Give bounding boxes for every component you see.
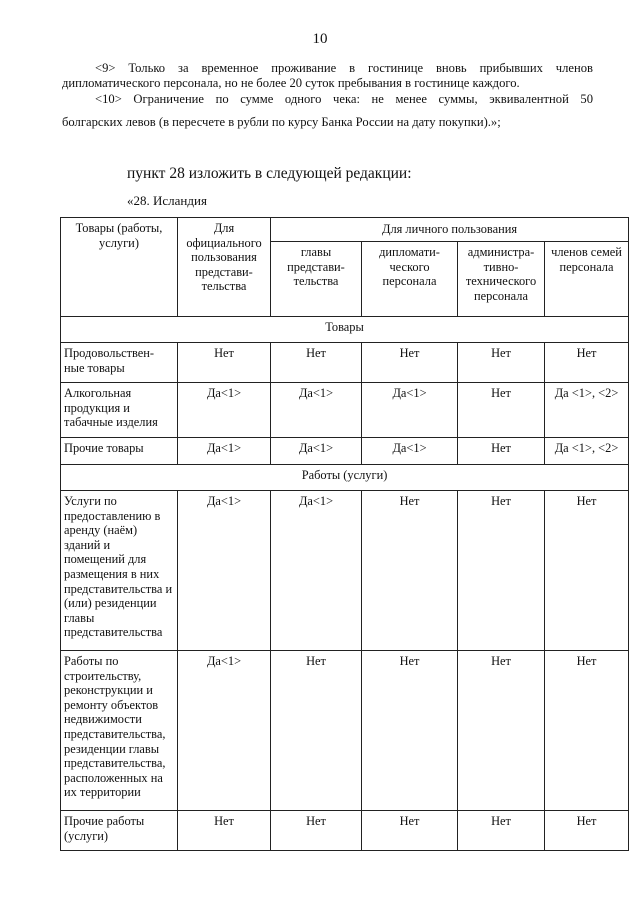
cell-head: Да<1>	[271, 438, 362, 465]
row-name: Продовольствен-ные товары	[61, 343, 178, 383]
cell-admin: Нет	[458, 383, 545, 438]
cell-official: Да<1>	[178, 383, 271, 438]
table-row	[61, 438, 629, 465]
cell-admin: Нет	[458, 811, 545, 851]
cell-diplomatic: Нет	[362, 811, 458, 851]
cell-diplomatic: Да<1>	[362, 438, 458, 465]
section-row-goods	[61, 317, 629, 343]
cell-admin: Нет	[458, 438, 545, 465]
cell-family: Да <1>, <2>	[545, 383, 629, 438]
row-name: Прочие работы (услуги)	[61, 811, 178, 851]
header-family: членов семей персонала	[545, 242, 629, 317]
header-diplomatic: дипломати-ческого персонала	[362, 242, 458, 317]
cell-family: Нет	[545, 491, 629, 651]
privileges-table	[60, 217, 629, 851]
header-official: Для официального пользования представи-тельства	[178, 218, 271, 317]
section-goods: Товары	[61, 317, 629, 343]
row-name: Алкогольная продукция и табачные изделия	[61, 383, 178, 438]
cell-official: Нет	[178, 343, 271, 383]
country-heading: «28. Исландия	[127, 193, 207, 208]
table-row	[61, 343, 629, 383]
cell-admin: Нет	[458, 343, 545, 383]
section-row-works	[61, 465, 629, 491]
cell-head: Нет	[271, 651, 362, 811]
cell-head: Нет	[271, 811, 362, 851]
table-row	[61, 811, 629, 851]
header-admin: администра-тивно-технического персонала	[458, 242, 545, 317]
table-row	[61, 651, 629, 811]
header-row-1	[61, 218, 629, 242]
footnote-9-line-2: дипломатического персонала, но не более 20 суток пребывания в гостинице каждого.	[62, 76, 520, 90]
footnote-9-line-1: <9> Только за временное проживание в гостинице вновь прибывших членов	[95, 61, 593, 75]
header-personal: Для личного пользования	[271, 218, 629, 242]
cell-official: Нет	[178, 811, 271, 851]
amendment-instruction: пункт 28 изложить в следующей редакции:	[127, 165, 412, 182]
cell-diplomatic: Нет	[362, 491, 458, 651]
section-works: Работы (услуги)	[61, 465, 629, 491]
cell-family: Нет	[545, 811, 629, 851]
cell-family: Да <1>, <2>	[545, 438, 629, 465]
footnote-10-line-2: болгарских левов (в пересчете в рубли по курсу Банка России на дату покупки).»;	[62, 115, 501, 129]
header-head: главы представи-тельства	[271, 242, 362, 317]
cell-official: Да<1>	[178, 651, 271, 811]
row-name: Услуги по предоставлению в аренду (наём) зданий и помещений для размещения в них представительства и (или) резиденции главы представительства	[61, 491, 178, 651]
row-name: Работы по строительству, реконструкции и ремонту объектов недвижимости представительства, резиденции главы представительства, расположенных на их территории	[61, 651, 178, 811]
cell-family: Нет	[545, 343, 629, 383]
table-row	[61, 491, 629, 651]
cell-admin: Нет	[458, 651, 545, 811]
cell-official: Да<1>	[178, 491, 271, 651]
cell-head: Нет	[271, 343, 362, 383]
cell-official: Да<1>	[178, 438, 271, 465]
cell-head: Да<1>	[271, 383, 362, 438]
page-number: 10	[312, 31, 328, 47]
cell-head: Да<1>	[271, 491, 362, 651]
cell-diplomatic: Нет	[362, 651, 458, 811]
cell-admin: Нет	[458, 491, 545, 651]
cell-diplomatic: Да<1>	[362, 383, 458, 438]
footnote-10-line-1: <10> Ограничение по сумме одного чека: не менее суммы, эквивалентной 50	[95, 92, 593, 106]
table-row	[61, 383, 629, 438]
cell-family: Нет	[545, 651, 629, 811]
row-name: Прочие товары	[61, 438, 178, 465]
cell-diplomatic: Нет	[362, 343, 458, 383]
header-goods: Товары (работы, услуги)	[61, 218, 178, 317]
